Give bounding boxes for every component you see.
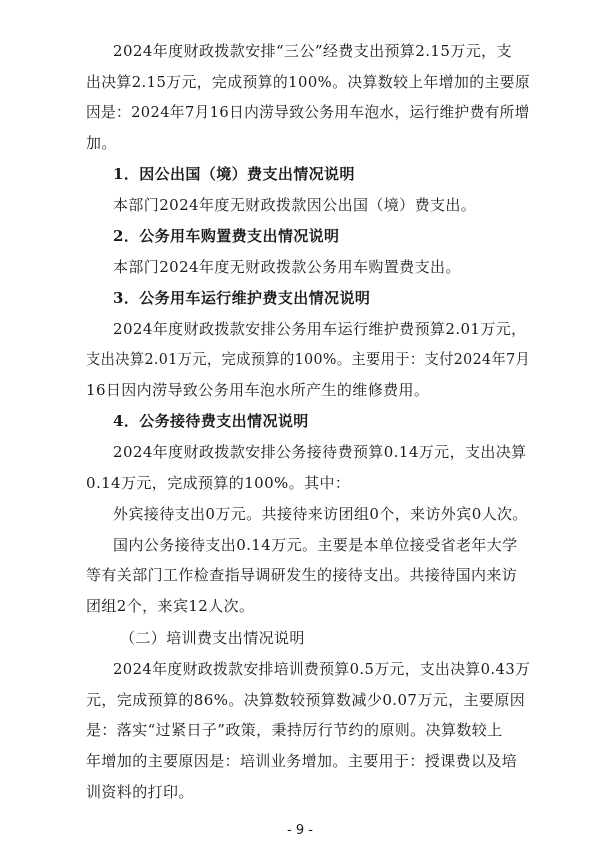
paragraph-line: 2024年度财政拨款安排公务接待费预算0.14万元，支出决算 <box>113 443 527 461</box>
paragraph-line: 团组2个，来宾12人次。 <box>86 597 255 615</box>
section-heading: 1．因公出国（境）费支出情况说明 <box>113 165 355 183</box>
paragraph-line: 外宾接待支出0万元。共接待来访团组0个，来访外宾0人次。 <box>113 505 528 523</box>
paragraph-line: 16日因内涝导致公务用车泡水所产生的维修费用。 <box>86 381 430 399</box>
paragraph-line: 0.14万元，完成预算的100%。其中： <box>86 474 351 492</box>
section-heading: 4．公务接待费支出情况说明 <box>113 412 309 430</box>
section-heading: 3．公务用车运行维护费支出情况说明 <box>113 289 371 307</box>
paragraph-line: 出决算2.15万元，完成预算的100%。决算数较上年增加的主要原 <box>86 73 531 91</box>
paragraph-line: 是：落实“过紧日子”政策，秉持厉行节约的原则。决算数较上 <box>86 721 503 739</box>
paragraph-line: 本部门2024年度无财政拨款因公出国（境）费支出。 <box>113 196 477 214</box>
paragraph-line: 元，完成预算的86%。决算数较预算数减少0.07万元，主要原因 <box>86 691 526 709</box>
page-number: - 9 - <box>287 823 313 838</box>
paragraph-line: 因是：2024年7月16日内涝导致公务用车泡水，运行维护费有所增 <box>86 103 530 121</box>
paragraph-line: 年增加的主要原因是：培训业务增加。主要用于：授课费以及培 <box>86 752 518 770</box>
paragraph-line: 训资料的打印。 <box>86 783 194 801</box>
paragraph-line: 本部门2024年度无财政拨款公务用车购置费支出。 <box>113 258 461 276</box>
paragraph-line: 2024年度财政拨款安排“三公”经费支出预算2.15万元，支 <box>113 42 512 60</box>
section-heading: 2．公务用车购置费支出情况说明 <box>113 227 340 245</box>
paragraph-line: 2024年度财政拨款安排培训费预算0.5万元，支出决算0.43万 <box>113 660 531 678</box>
paragraph-line: 支出决算2.01万元，完成预算的100%。主要用于：支付2024年7月 <box>86 350 531 368</box>
section-heading: （二）培训费支出情况说明 <box>120 629 305 647</box>
paragraph-line: 等有关部门工作检查指导调研发生的接待支出。共接待国内来访 <box>86 566 518 584</box>
paragraph-line: 加。 <box>86 134 117 152</box>
paragraph-line: 国内公务接待支出0.14万元。主要是本单位接受省老年大学 <box>113 536 518 554</box>
paragraph-line: 2024年度财政拨款安排公务用车运行维护费预算2.01万元， <box>113 320 527 338</box>
